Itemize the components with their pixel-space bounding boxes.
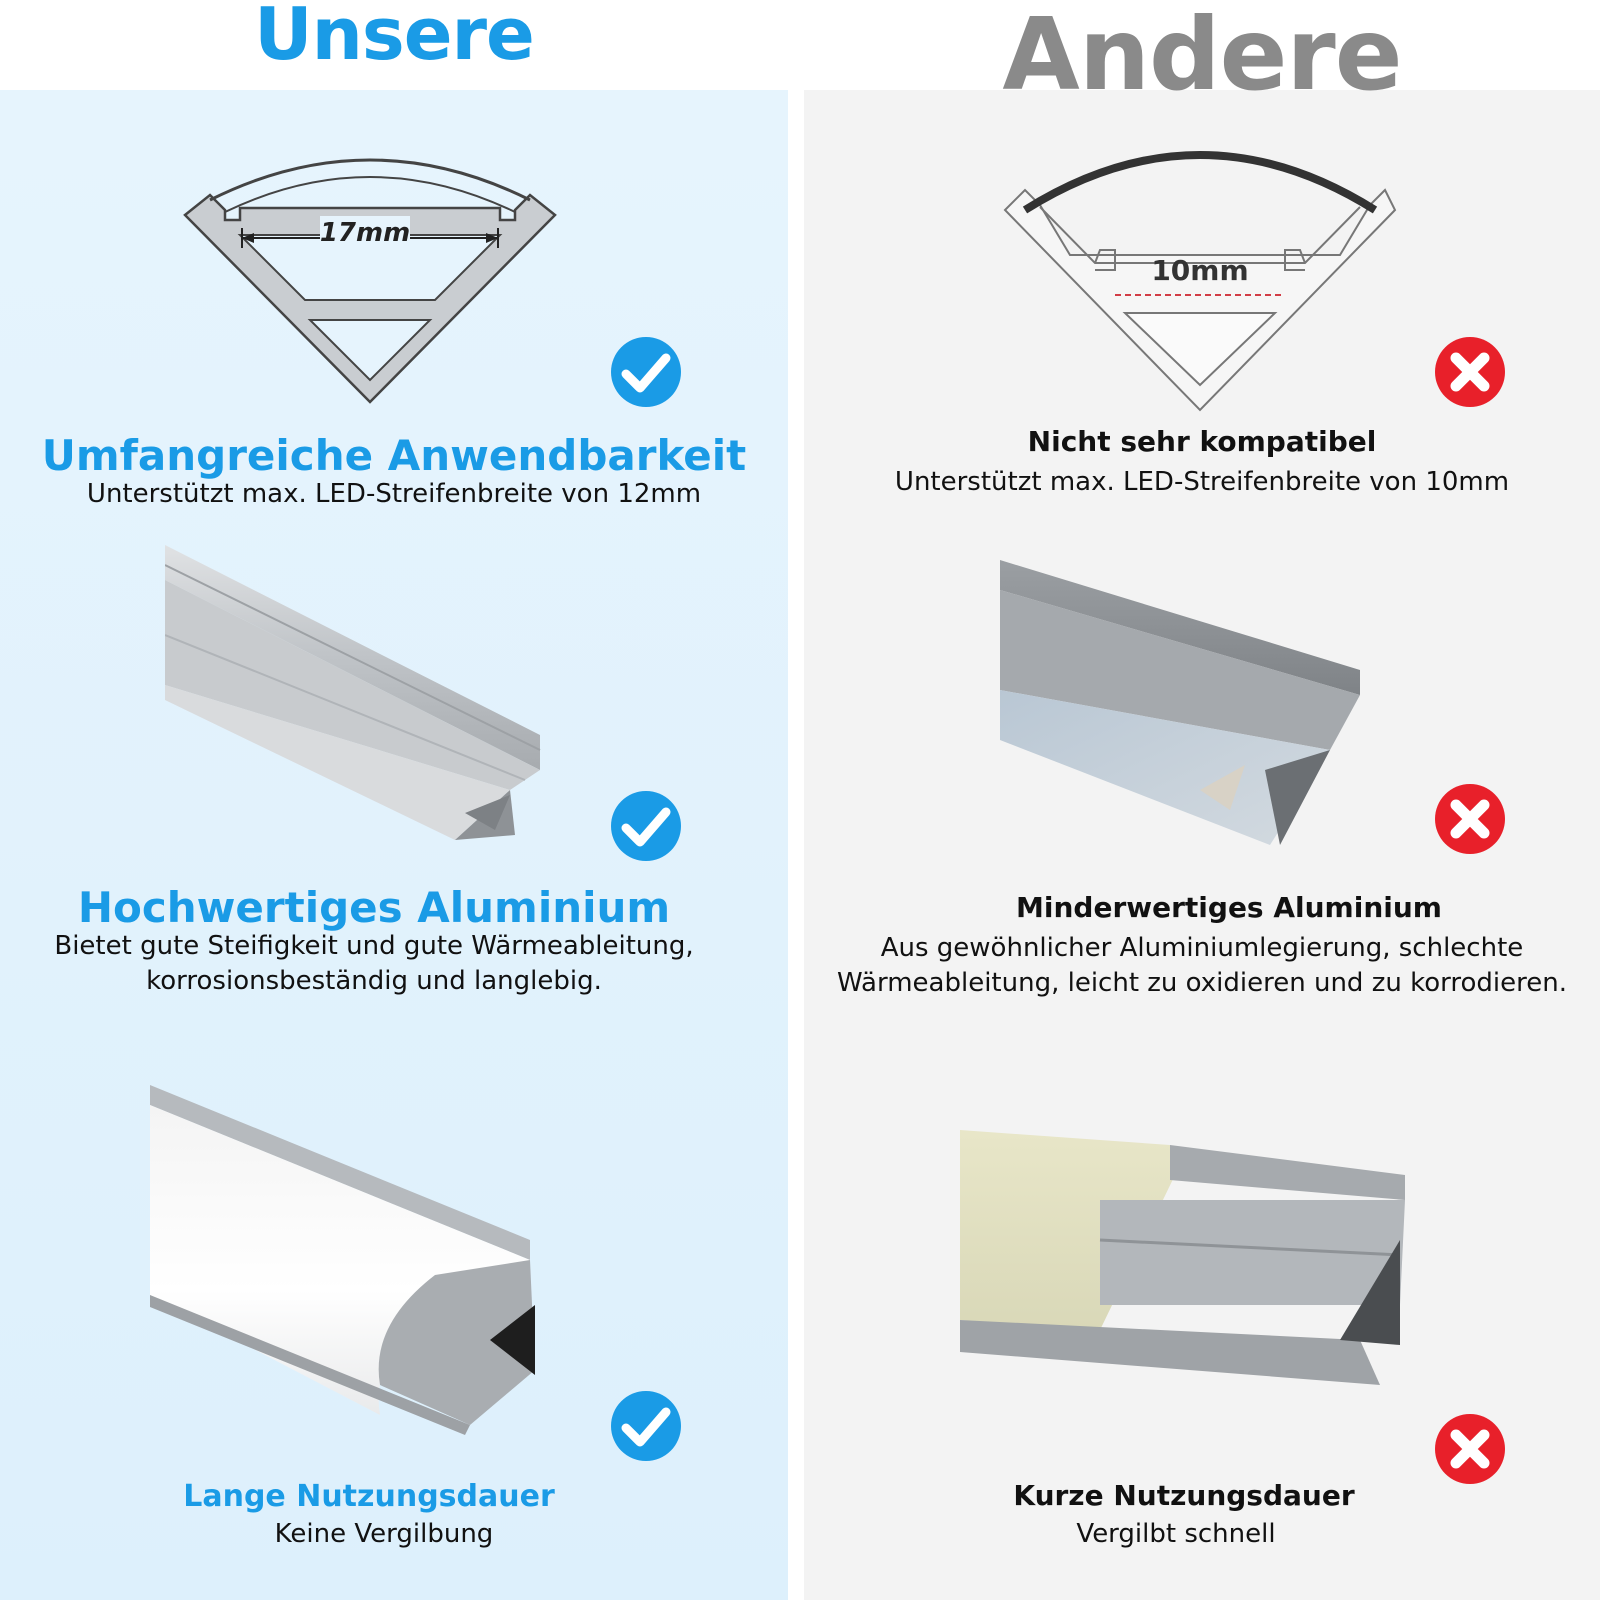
width-label-17mm: 17mm (319, 218, 411, 248)
competitor-cross-section-diagram (1000, 135, 1400, 415)
x-circle-icon (1434, 1413, 1506, 1485)
check-circle-icon (610, 1390, 682, 1462)
x-circle-icon (1434, 336, 1506, 408)
competitor-yellowed-profile-image (960, 1130, 1410, 1390)
competitor-desc-lifespan: Vergilbt schnell (1076, 1519, 1276, 1549)
competitor-desc-aluminium: Aus gewöhnlicher Aluminiumlegierung, schlechte (880, 933, 1524, 963)
x-circle-icon (1434, 783, 1506, 855)
feature-title-applicability: Umfangreiche Anwendbarkeit (41, 431, 747, 480)
aluminium-profile-image (165, 545, 555, 855)
width-label-10mm: 10mm (1151, 254, 1249, 287)
check-circle-icon (610, 336, 682, 408)
feature-desc-aluminium-2: korrosionsbeständig und langlebig. (146, 966, 602, 996)
feature-desc-aluminium: Bietet gute Steifigkeit und gute Wärmeableitung, (54, 931, 694, 961)
profile-cross-section-diagram (180, 140, 560, 410)
feature-desc-applicability: Unterstützt max. LED-Streifenbreite von 12mm (86, 479, 702, 509)
competitor-title-lifespan: Kurze Nutzungsdauer (1013, 1479, 1355, 1512)
feature-title-lifespan: Lange Nutzungsdauer (183, 1479, 555, 1514)
competitor-title-compatibility: Nicht sehr kompatibel (1027, 425, 1377, 458)
left-title: Unsere (254, 0, 534, 76)
check-circle-icon (610, 790, 682, 862)
competitor-desc-aluminium-2: Wärmeableitung, leicht zu oxidieren und zu korrodieren. (837, 968, 1567, 998)
profile-with-diffuser-image (150, 1085, 550, 1435)
competitor-desc-compatibility: Unterstützt max. LED-Streifenbreite von 10mm (894, 467, 1510, 497)
right-title: Andere (1002, 0, 1402, 113)
feature-desc-lifespan: Keine Vergilbung (274, 1519, 494, 1549)
feature-title-aluminium: Hochwertiges Aluminium (77, 883, 671, 932)
competitor-profile-image (1000, 560, 1380, 860)
competitor-title-aluminium: Minderwertiges Aluminium (1016, 891, 1442, 924)
